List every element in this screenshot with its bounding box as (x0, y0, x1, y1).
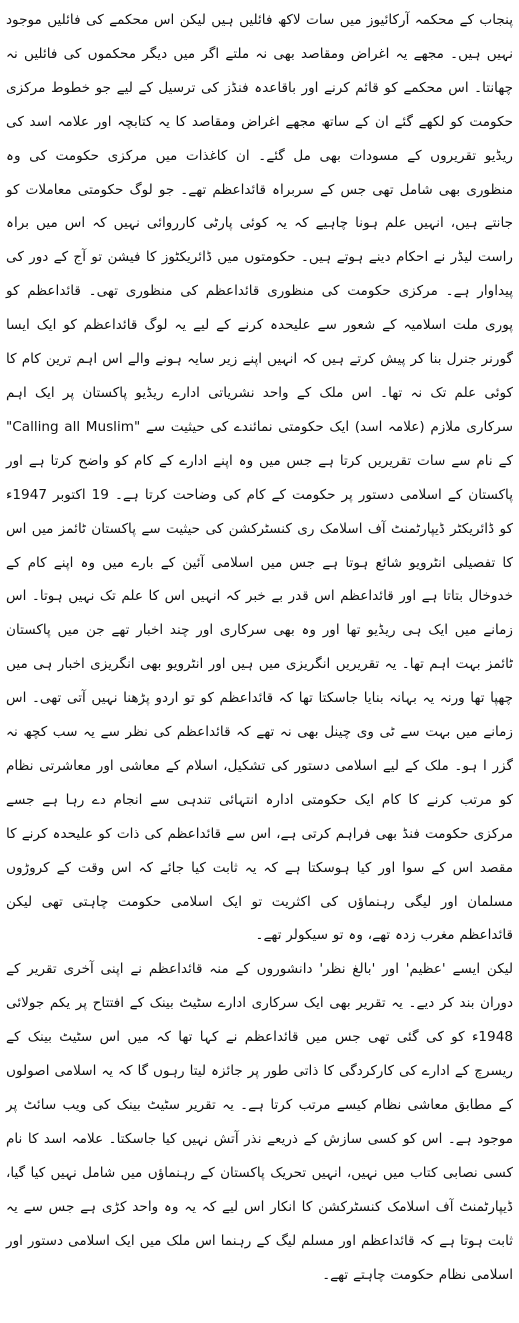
article-paragraph: لیکن ایسے 'عظیم' اور 'بالغ نظر' دانشوروں کے منہ قائداعظم نے اپنی آخری تقریر کے دوران بند کر دیے۔ یہ تقریر بھی ایک سرکاری ادارے سٹیٹ بینک کے افتتاح پر یکم جولائی 1948ء کو کی گئی تھی جس میں قائداعظم نے کہا تھا کہ میں اس سٹیٹ بینک کے ریسرچ کے ادارے کی کارکردگی کا ذاتی طور پر جائزہ لیتا رہوں گا کہ یہ اسلامی اصولوں کے مطابق معاشی نظام کیسے مرتب کرتا ہے۔ یہ تقریر سٹیٹ بینک کی ویب سائٹ پر موجود ہے۔ اس کو کسی سازش کے ذریعے نذر آتش نہیں کیا جاسکتا۔ علامہ اسد کا نام کسی نصابی کتاب میں نہیں، انہیں تحریک پاکستان کے رہنماؤں میں شامل نہیں کیا گیا، ڈیپارٹمنٹ آف اسلامک کنسٹرکشن کا انکار اس لیے کہ یہ وہ واحد کڑی ہے جس سے یہ ثابت ہوتا ہے کہ قائداعظم اور مسلم لیگ کے رہنما اس ملک میں ایک اسلامی دستور اور اسلامی نظام حکومت چاہتے تھے۔ (6, 961, 513, 1283)
article-paragraph: پنجاب کے محکمہ آرکائیوز میں سات لاکھ فائلیں ہیں لیکن اس محکمے کی فائلیں موجود نہیں ہیں۔ مجھے یہ اغراض ومقاصد بھی نہ ملتے اگر میں دیگر محکموں کی فائلیں نہ چھانتا۔ اس محکمے کو قائم کرنے اور باقاعدہ فنڈز کی ترسیل کے لیے جو خطوط مرکزی حکومت کو لکھے گئے ان کے ساتھ مجھے اغراض ومقاصد کا یہ کتابچہ اور علامہ اسد کی ریڈیو تقریروں کے مسودات بھی مل گئے۔ ان کاغذات میں مرکزی حکومت کی وہ منظوری بھی شامل تھی جس کے سربراہ قائداعظم تھے۔ جو لوگ حکومتی معاملات کو جانتے ہیں، انہیں علم ہونا چاہیے کہ یہ کوئی پارٹی کارروائی نہیں کہ اس میں براہ راست لیڈر نے احکام دینے ہوتے ہیں۔ حکومتوں میں ڈائریکٹوز کا فیشن تو آج کے دور کی پیداوار ہے۔ مرکزی حکومت کی منظوری قائداعظم کی منظوری تھی۔ قائداعظم کو پوری ملت اسلامیہ کے شعور سے علیحدہ کرنے کے لیے یہ لوگ قائداعظم کو ایک ایسا گورنر جنرل بنا کر پیش کرتے ہیں کہ انہیں اپنے زیر سایہ ہونے والے اس اہم ترین کام کا کوئی علم تک نہ تھا۔ اس ملک کے واحد نشریاتی ادارے ریڈیو پاکستان پر ایک اہم سرکاری ملازم (علامہ اسد) ایک حکومتی نمائندے کی حیثیت سے "Calling all Muslim" کے نام سے سات تقریریں کرتا ہے جس میں وہ اپنے ادارے کے کام کو واضح کرتا ہے اور پاکستان کے اسلامی دستور پر حکومت کے کام کی وضاحت کرتا ہے۔ 19 اکتوبر 1947ء کو ڈائریکٹر ڈیپارٹمنٹ آف اسلامک ری کنسٹرکشن کی حیثیت سے پاکستان ٹائمز میں اس کا تفصیلی انٹرویو شائع ہوتا ہے جس میں اسلامی آئین کے بارے میں وہ اپنے کام کے خدوخال بتاتا ہے اور قائداعظم اس قدر بے خبر کہ انہیں اس کا علم تک نہیں ہوتا۔ اس زمانے میں ایک ہی ریڈیو تھا اور وہ بھی سرکاری اور چند اخبار تھے جن میں پاکستان ٹائمز بہت اہم تھا۔ یہ تقریریں انگریزی میں ہیں اور انٹرویو بھی انگریزی اخبار ہی میں چھپا تھا ورنہ یہ بہانہ بنایا جاسکتا تھا کہ قائداعظم کو تو اردو پڑھنا نہیں آتی تھی۔ اس زمانے میں بہت سے ٹی وی چینل بھی نہ تھے کہ قائداعظم کی نظر سے یہ سب کچھ نہ گزر ا ہو۔ ملک کے لیے اسلامی دستور کی تشکیل، اسلام کے معاشی اور معاشرتی نظام کو مرتب کرنے کا کام ایک حکومتی ادارہ انتہائی تندہی سے انجام دے رہا ہے جسے مرکزی حکومت فنڈ بھی فراہم کرتی ہے، اس سے قائداعظم کی ذات کو علیحدہ کرنے کا مقصد اس کے سوا اور کیا ہوسکتا ہے کہ یہ ثابت کیا جائے کہ اس وقت کے کروڑوں مسلمان اور لیگی رہنماؤں کی اکثریت تو ایک اسلامی حکومت چاہتی تھی لیکن قائداعظم مغرب زدہ تھے، وہ تو سیکولر تھے۔ (6, 12, 513, 944)
